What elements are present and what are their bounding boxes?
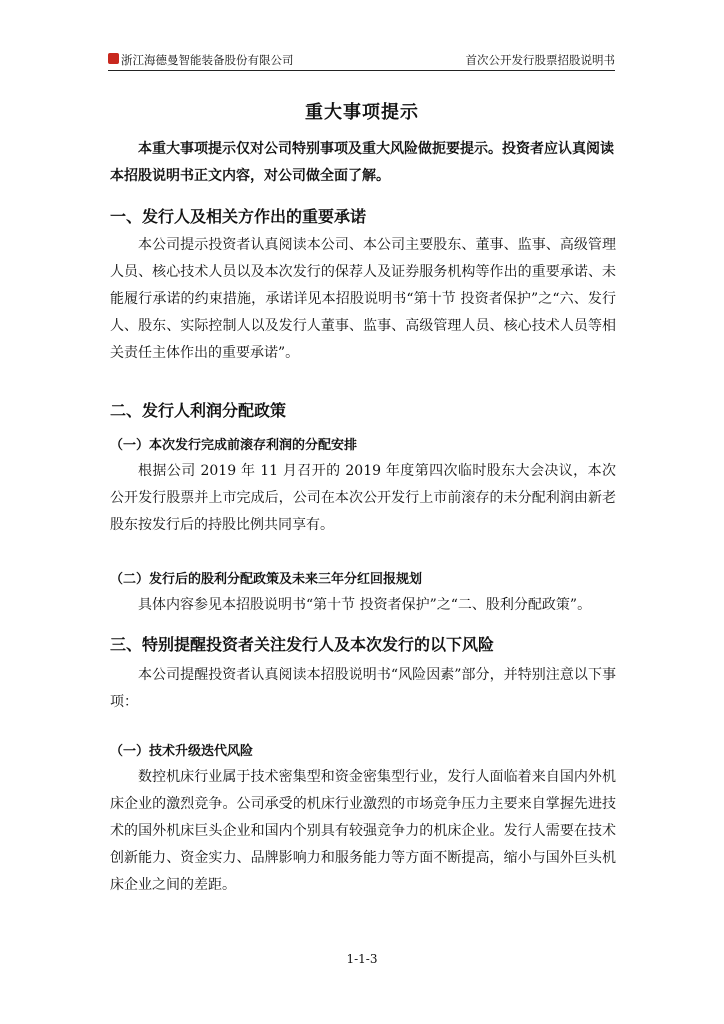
section-2-sub-1-heading: （一）本次发行完成前滚存利润的分配安排 — [110, 438, 358, 453]
section-3-sub-1-heading: （一）技术升级迭代风险 — [110, 744, 254, 759]
company-logo-icon — [108, 53, 119, 64]
section-3-sub-1-paragraph: 数控机床行业属于技术密集型和资金密集型行业，发行人面临着来自国内外机床企业的激烈竞争。公司承受的机床行业激烈的市场竞争压力主要来自掌握先进技术的国外机床巨头企业和国内个别具有较强竞争力的机床企业。发行人需要在技术创新能力、资金实力、品牌影响力和服务能力等方面不断提高，缩小与国外巨头机床企业之间的差距。 — [110, 769, 616, 893]
header-company-name: 浙江海德曼智能装备股份有限公司 — [121, 53, 294, 67]
section-1-paragraph: 本公司提示投资者认真阅读本公司、本公司主要股东、董事、监事、高级管理人员、核心技术人员以及本次发行的保荐人及证券服务机构等作出的重要承诺、未能履行承诺的约束措施，承诺详见本招股说明书“第十节 投资者保护”之“六、发行人、股东、实际控制人以及发行人董事、监事、高级管理人员、核心技术人员等相关责任主体作出的重要承诺”。 — [110, 237, 616, 361]
section-2-sub-1-paragraph: 根据公司 2019 年 11 月召开的 2019 年度第四次临时股东大会决议，本次公开发行股票并上市完成后，公司在本次公开发行上市前滚存的未分配利润由新老股东按发行后的持股比例共同享有。 — [110, 463, 616, 533]
page-number: 1-1-3 — [346, 952, 378, 966]
section-2-heading: 二、发行人利润分配政策 — [110, 401, 287, 420]
page-header — [108, 50, 615, 71]
intro-paragraph: 本重大事项提示仅对公司特别事项及重大风险做扼要提示。投资者应认真阅读本招股说明书正文内容，对公司做全面了解。 — [110, 141, 614, 184]
section-2-sub-2-paragraph: 具体内容参见本招股说明书“第十节 投资者保护”之“二、股利分配政策”。 — [138, 597, 592, 613]
page-title: 重大事项提示 — [305, 102, 419, 123]
section-1-heading: 一、发行人及相关方作出的重要承诺 — [110, 207, 367, 226]
section-3-paragraph: 本公司提醒投资者认真阅读本招股说明书“风险因素”部分，并特别注意以下事项： — [110, 667, 616, 710]
section-2-sub-2-heading: （二）发行后的股利分配政策及未来三年分红回报规划 — [110, 572, 423, 587]
section-3-heading: 三、特别提醒投资者关注发行人及本次发行的以下风险 — [110, 635, 495, 654]
header-document-title: 首次公开发行股票招股说明书 — [465, 53, 615, 67]
